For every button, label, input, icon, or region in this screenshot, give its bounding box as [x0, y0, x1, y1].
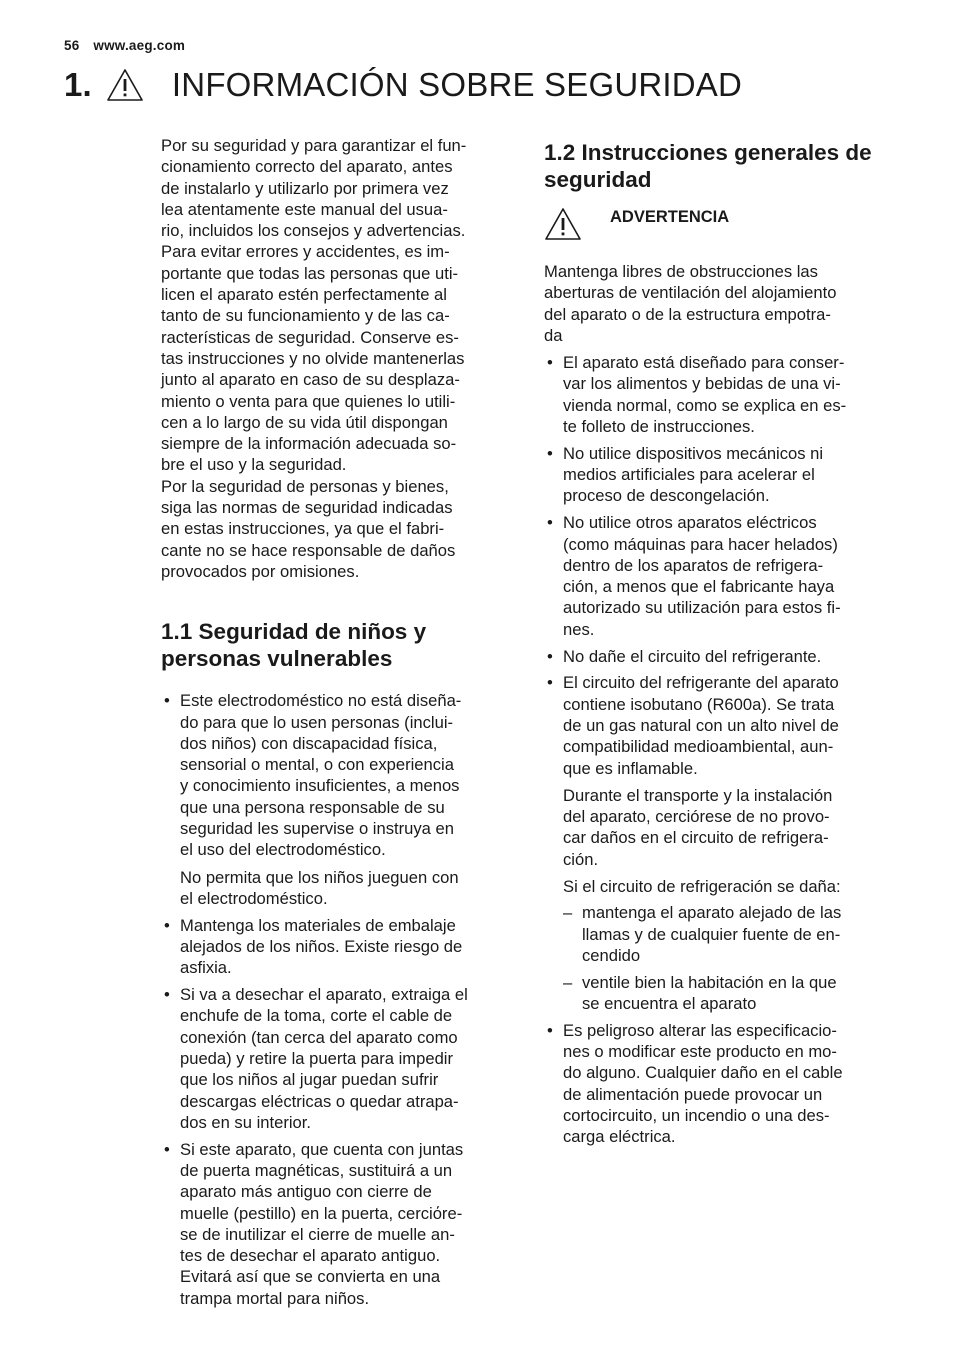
- list-item-note: No permita que los niños jueguen con el electrodoméstico.: [180, 867, 459, 908]
- list-item-text: • Este electrodoméstico no está diseña- do para que lo usen personas (inclui- dos niños) con discapacidad física, sensorial o mental, o con experiencia y conocimiento insuficientes, a menos que una persona responsable de su seguridad les supervise o instruya en el uso del electrodoméstico.: [180, 691, 462, 860]
- dash-item: [563, 972, 896, 1015]
- site-url: www.aeg.com: [93, 38, 186, 53]
- right-column: [544, 135, 896, 1153]
- list-item-note: Si el circuito de refrigeración se daña:: [563, 877, 841, 897]
- list-item-text: • El circuito del refrigerante del aparato contiene isobutano (R600a). Se trata de un gas natural con un alto nivel de compatibilidad medioambiental, aun- que es inflamable.: [563, 673, 839, 778]
- section-number: 1.2: [544, 140, 576, 165]
- left-column: [161, 135, 513, 1315]
- section-title: Seguridad de niños y personas vulnerables: [161, 619, 427, 672]
- list-item: [161, 690, 513, 909]
- section-number: 1.1: [161, 619, 193, 645]
- general-safety-list: [544, 352, 896, 1147]
- list-item: [544, 512, 896, 640]
- section-title: Instrucciones generales de seguridad: [544, 140, 872, 192]
- list-item-text: • No utilice dispositivos mecánicos ni medios artificiales para acelerar el proceso de descongelación.: [563, 443, 824, 506]
- page-header: [64, 38, 185, 53]
- list-item-text: • Mantenga los materiales de embalaje alejados de los niños. Existe riesgo de asfixia.: [180, 915, 463, 978]
- list-item-text: • Es peligroso alterar las especificacio- nes o modificar este producto en mo- do alguno. Cualquier daño en el cable de alimentación puede provocar un cortocircuito, un incendio o una des- carga eléctrica.: [563, 1020, 843, 1147]
- warning-triangle-icon: [544, 207, 582, 241]
- list-item-text: • Si va a desechar el aparato, extraiga el enchufe de la toma, corte el cable de conexión (tan cerca del aparato como pueda) y retire la puerta para impedir que los niños al jugar puedan sufrir descargas eléctricas o quedar atrapa- dos en su interior.: [180, 985, 468, 1132]
- warning-block: [544, 207, 896, 241]
- list-item: [161, 984, 513, 1133]
- list-item: [161, 1139, 513, 1309]
- dash-item: [563, 902, 896, 966]
- warning-label: ADVERTENCIA: [610, 208, 730, 226]
- list-item-text: • No utilice otros aparatos eléctricos (como máquinas para hacer helados) dentro de los aparatos de refrigera- ción, a menos que el fabricante haya autorizado su utilización para estos fi- nes.: [563, 513, 841, 639]
- list-item: [544, 443, 896, 507]
- children-safety-list: [161, 690, 513, 1309]
- list-item: [544, 646, 896, 667]
- title-text: INFORMACIÓN SOBRE SEGURIDAD: [171, 66, 743, 103]
- section-1-2-heading: [544, 139, 896, 193]
- list-item: [544, 672, 896, 1014]
- list-item-text: • No dañe el circuito del refrigerante.: [563, 646, 822, 666]
- page-title: [64, 66, 742, 104]
- list-item: [544, 352, 896, 437]
- intro-paragraph-1: Por su seguridad y para garantizar el fun- cionamiento correcto del aparato, antes de instalarlo y utilizarlo por primera vez lea atentamente este manual del usua- rio, incluidos los consejos y advertencias. Para evitar errores y accidentes, es im- portante que todas las personas que uti- licen el aparato estén perfectamente al tanto de su funcionamiento y de las ca- racterísticas de seguridad. Conserve es- tas instrucciones y no olvide mantenerlas junto al aparato en caso de su desplaza- miento o venta para que quienes lo utili- cen a lo largo de su vida útil dispongan siempre de la información adecuada so- bre el uso y la seguridad.: [161, 136, 467, 475]
- list-item: [544, 1020, 896, 1148]
- list-item-note: Durante el transporte y la instalación del aparato, cerciórese de no provo- car daños en el circuito de refrigera- ción.: [563, 785, 833, 869]
- section-1-1-heading: [161, 618, 513, 672]
- list-item: [161, 915, 513, 979]
- warning-triangle-icon: [106, 68, 144, 102]
- page-number: 56: [64, 38, 80, 53]
- list-item-text: • El aparato está diseñado para conser- var los alimentos y bebidas de una vi- vienda normal, como se explica en es- te folleto de instrucciones.: [563, 353, 847, 437]
- dash-item-text: – mantenga el aparato alejado de las llamas y de cualquier fuente de en- cendido: [582, 903, 842, 965]
- warning-text: Mantenga libres de obstrucciones las aberturas de ventilación del alojamiento del aparato o de la estructura empotra- da: [544, 262, 837, 345]
- intro-paragraph-2: Por la seguridad de personas y bienes, siga las normas de seguridad indicadas en estas instrucciones, ya que el fabri- cante no se hace responsable de daños provocados por omisiones.: [161, 476, 456, 581]
- title-number: 1.: [64, 66, 92, 103]
- dash-list: [563, 902, 896, 1014]
- list-item-text: • Si este aparato, que cuenta con juntas de puerta magnéticas, sustituirá a un aparato más antiguo con cierre de muelle (pestillo) en la puerta, cerciόre- se de inutilizar el cierre de muelle an- tes de desechar el aparato antiguo. Evitará así que se convierta en una trampa mortal para niños.: [180, 1139, 464, 1308]
- dash-item-text: – ventile bien la habitación en la que se encuentra el aparato: [582, 972, 837, 1013]
